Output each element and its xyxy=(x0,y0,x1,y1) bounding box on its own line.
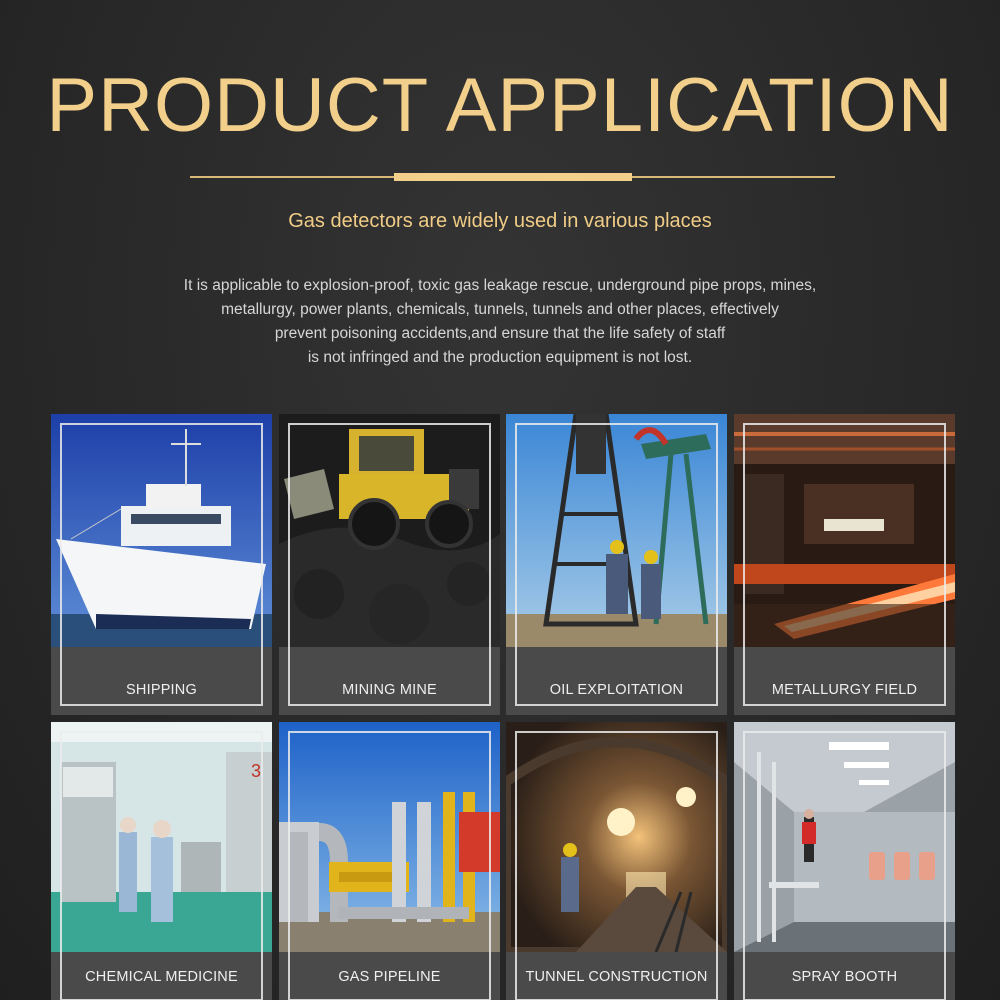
title-divider-accent xyxy=(394,173,632,181)
description-line: is not infringed and the production equipment is not lost. xyxy=(307,349,693,366)
application-label: CHEMICAL MEDICINE xyxy=(85,969,238,985)
description-line: It is applicable to explosion-proof, toxic gas leakage rescue, underground pipe props, mines, xyxy=(183,277,817,294)
description xyxy=(150,274,850,370)
application-card-shipping xyxy=(51,414,272,715)
description-line: prevent poisoning accidents,and ensure that the life safety of staff xyxy=(274,325,726,342)
application-label: SHIPPING xyxy=(126,682,197,698)
svg-text:3: 3 xyxy=(251,761,262,781)
application-label: GAS PIPELINE xyxy=(338,969,441,985)
application-card-oil xyxy=(506,414,727,715)
application-label: OIL EXPLOITATION xyxy=(549,682,684,698)
card-frame xyxy=(515,731,718,1000)
card-frame xyxy=(288,731,491,1000)
card-frame xyxy=(288,423,491,706)
card-frame xyxy=(743,731,946,1000)
application-card-metallurgy xyxy=(734,414,955,715)
subtitle: Gas detectors are widely used in various places xyxy=(288,210,712,232)
page-title: PRODUCT APPLICATION xyxy=(46,63,954,148)
application-card-mining xyxy=(279,414,500,715)
description-line: metallurgy, power plants, chemicals, tunnels, tunnels and other places, effectively xyxy=(221,301,779,318)
card-frame xyxy=(60,423,263,706)
card-frame xyxy=(743,423,946,706)
application-card-tunnel xyxy=(506,722,727,1000)
application-label: MINING MINE xyxy=(342,682,437,698)
application-card-chemical xyxy=(51,722,272,1000)
card-frame xyxy=(60,731,263,1000)
application-label: METALLURGY FIELD xyxy=(771,682,918,698)
application-card-gas-pipeline xyxy=(279,722,500,1000)
application-card-spray-booth xyxy=(734,722,955,1000)
card-frame xyxy=(515,423,718,706)
application-label: TUNNEL CONSTRUCTION xyxy=(525,969,708,985)
application-label: SPRAY BOOTH xyxy=(791,969,898,985)
